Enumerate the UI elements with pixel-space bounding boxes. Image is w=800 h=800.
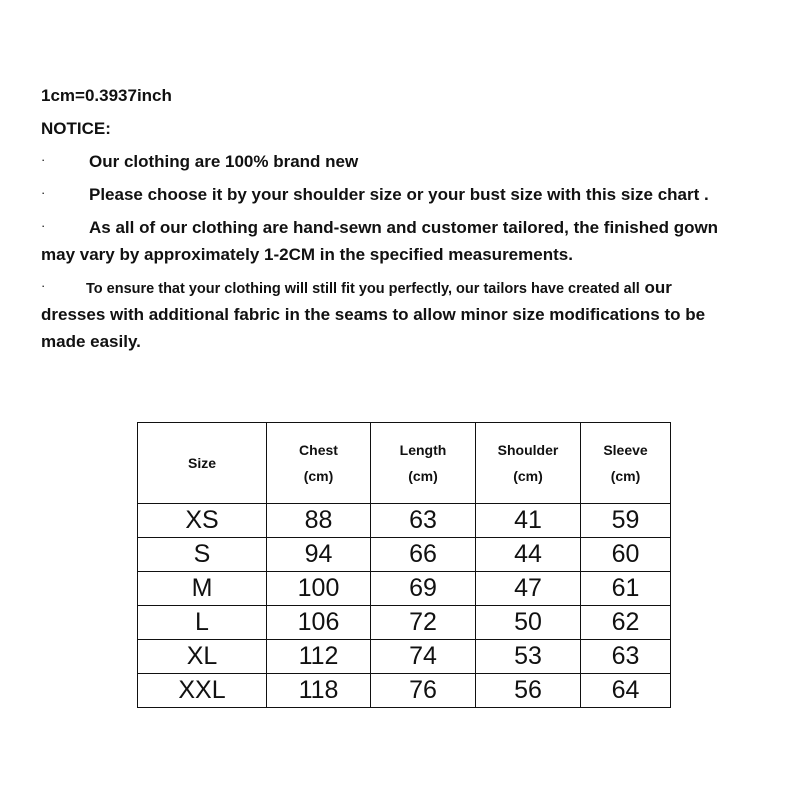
cell-chest: 106	[267, 606, 371, 640]
header-length: Length (cm)	[371, 423, 476, 504]
cell-sleeve: 60	[581, 538, 671, 572]
note-additional-fabric-continued: dresses with additional fabric in the seams to allow minor size modifications to be	[41, 305, 706, 324]
cell-size: XS	[138, 504, 267, 538]
table-row	[138, 572, 671, 606]
cell-size: XL	[138, 640, 267, 674]
note-text-end: our	[644, 278, 672, 297]
bullet-mark: ·	[41, 185, 46, 200]
cell-length: 76	[371, 674, 476, 708]
cell-chest: 112	[267, 640, 371, 674]
header-sleeve: Sleeve (cm)	[581, 423, 671, 504]
cell-sleeve: 63	[581, 640, 671, 674]
cell-sleeve: 64	[581, 674, 671, 708]
cell-length: 69	[371, 572, 476, 606]
cell-sleeve: 59	[581, 504, 671, 538]
note-text: To ensure that your clothing will still fit you perfectly, our tailors have created all	[86, 281, 640, 297]
table-row	[138, 640, 671, 674]
cell-shoulder: 56	[476, 674, 581, 708]
cell-shoulder: 41	[476, 504, 581, 538]
cell-chest: 88	[267, 504, 371, 538]
cell-chest: 94	[267, 538, 371, 572]
table-row	[138, 674, 671, 708]
note-text: Please choose it by your shoulder size or your bust size with this size chart .	[89, 185, 709, 204]
cell-length: 74	[371, 640, 476, 674]
cell-size: S	[138, 538, 267, 572]
header-shoulder: Shoulder (cm)	[476, 423, 581, 504]
cell-size: L	[138, 606, 267, 640]
note-additional-fabric	[41, 278, 751, 298]
note-brand-new	[41, 152, 751, 172]
note-additional-fabric-end: made easily.	[41, 332, 141, 351]
bullet-mark: ·	[41, 218, 46, 233]
cell-chest: 118	[267, 674, 371, 708]
note-hand-sewn-continued: may vary by approximately 1-2CM in the specified measurements.	[41, 245, 573, 264]
cell-length: 63	[371, 504, 476, 538]
bullet-mark: ·	[41, 152, 46, 167]
note-text: As all of our clothing are hand-sewn and customer tailored, the finished gown	[89, 218, 719, 237]
cell-chest: 100	[267, 572, 371, 606]
note-hand-sewn	[41, 218, 751, 238]
cell-length: 66	[371, 538, 476, 572]
cell-shoulder: 47	[476, 572, 581, 606]
header-chest: Chest (cm)	[267, 423, 371, 504]
cell-sleeve: 61	[581, 572, 671, 606]
header-size: Size	[138, 423, 267, 504]
table-row	[138, 538, 671, 572]
note-text: Our clothing are 100% brand new	[89, 152, 359, 171]
size-chart-table	[137, 422, 671, 708]
cell-shoulder: 50	[476, 606, 581, 640]
cell-length: 72	[371, 606, 476, 640]
cell-sleeve: 62	[581, 606, 671, 640]
cell-shoulder: 44	[476, 538, 581, 572]
note-choose-size	[41, 185, 751, 205]
notice-title: NOTICE:	[41, 119, 111, 138]
unit-conversion: 1cm=0.3937inch	[41, 86, 172, 105]
table-row	[138, 606, 671, 640]
cell-size: M	[138, 572, 267, 606]
table-header-row	[138, 423, 671, 504]
table-row	[138, 504, 671, 538]
notice-section	[41, 86, 751, 352]
bullet-mark: ·	[41, 278, 46, 293]
cell-shoulder: 53	[476, 640, 581, 674]
cell-size: XXL	[138, 674, 267, 708]
